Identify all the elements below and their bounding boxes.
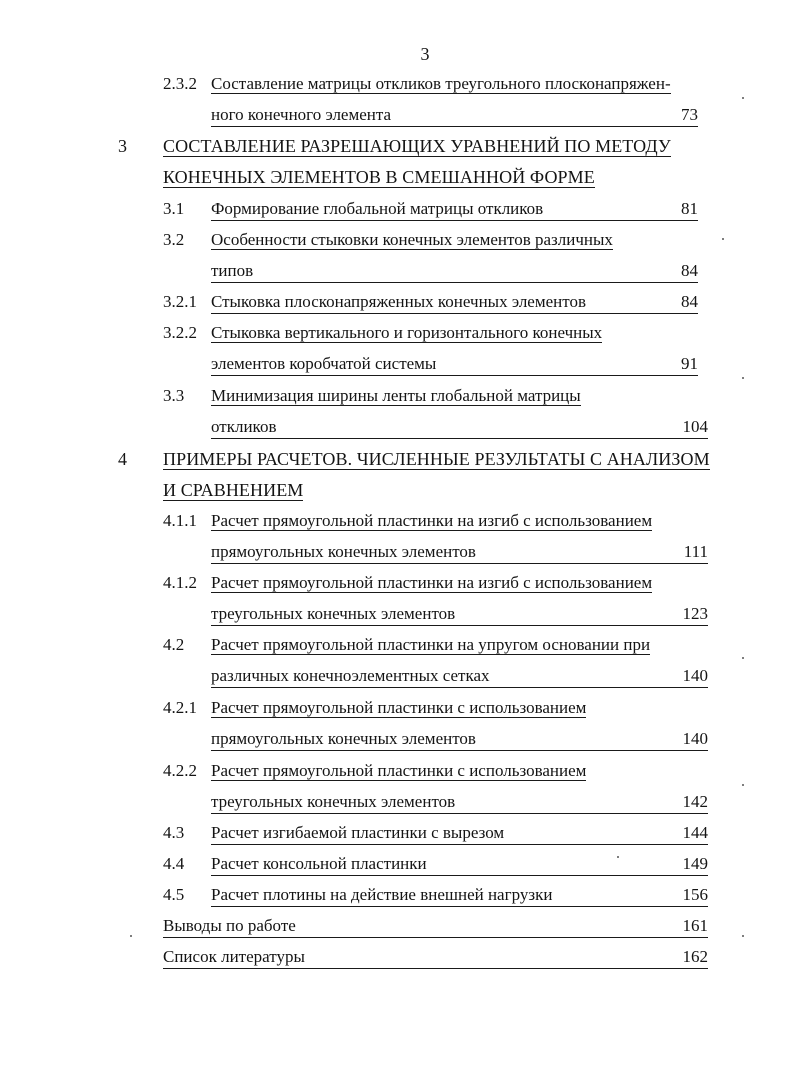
scan-speck <box>617 856 619 858</box>
scan-speck <box>722 238 724 240</box>
toc-entry-number: 3.2.1 <box>163 292 197 311</box>
toc-entry-title[interactable]: Расчет прямоугольной пластинки с использованием <box>211 698 587 717</box>
scan-speck <box>742 377 744 379</box>
toc-chapter-title[interactable]: ПРИМЕРЫ РАСЧЕТОВ. ЧИСЛЕННЫЕ РЕЗУЛЬТАТЫ С АНАЛИЗОМ <box>163 449 710 469</box>
toc-page-number: 104 <box>682 417 708 436</box>
toc-page-number: 73 <box>681 105 698 124</box>
toc-chapter-number: 3 <box>118 136 128 156</box>
toc-entry-title[interactable]: Расчет прямоугольной пластинки с использованием <box>211 761 587 780</box>
toc-entry-number: 4.1.1 <box>163 511 197 530</box>
toc-page-number: 161 <box>682 916 708 935</box>
toc-page-number: 156 <box>682 885 708 904</box>
scan-speck <box>742 657 744 659</box>
toc-entry-title-cont[interactable]: прямоугольных конечных элементов 140 <box>211 728 708 751</box>
toc-entry-title[interactable]: Составление матрицы откликов треугольного плосконапряжен- <box>211 74 671 93</box>
toc-entry-number: 4.2 <box>163 635 185 654</box>
toc-entry-title[interactable]: Расчет прямоугольной пластинки на упругом основании при <box>211 635 651 654</box>
toc-page-number: 123 <box>682 604 708 623</box>
toc-page-number: 142 <box>682 792 708 811</box>
toc-entry-title-cont[interactable]: прямоугольных конечных элементов 111 <box>211 541 708 564</box>
toc-entry-number: 3.1 <box>163 199 185 218</box>
toc-entry-title[interactable]: Стыковка плосконапряженных конечных элементов 84 <box>211 291 698 314</box>
toc-page-number: 144 <box>682 823 708 842</box>
toc-entry-title[interactable]: Формирование глобальной матрицы откликов 81 <box>211 198 698 221</box>
scan-speck <box>130 935 132 937</box>
toc-entry-number: 2.3.2 <box>163 74 197 93</box>
toc-page-number: 81 <box>681 199 698 218</box>
scan-speck <box>742 935 744 937</box>
toc-entry-number: 4.2.1 <box>163 698 197 717</box>
toc-entry-title[interactable]: Расчет плотины на действие внешней нагрузки 156 <box>211 884 708 907</box>
toc-entry-title-cont[interactable]: треугольных конечных элементов 142 <box>211 791 708 814</box>
toc-entry-title-cont[interactable]: элементов коробчатой системы 91 <box>211 353 698 376</box>
toc-chapter-title-cont[interactable]: И СРАВНЕНИЕМ <box>163 480 304 500</box>
toc-chapter-title[interactable]: СОСТАВЛЕНИЕ РАЗРЕШАЮЩИХ УРАВНЕНИЙ ПО МЕТОДУ <box>163 136 671 156</box>
toc-entry-title-cont[interactable]: различных конечноэлементных сетках 140 <box>211 665 708 688</box>
toc-page-number: 84 <box>681 292 698 311</box>
toc-entry-number: 3.2.2 <box>163 323 197 342</box>
toc-entry-number: 3.3 <box>163 386 185 405</box>
toc-chapter-title-cont[interactable]: КОНЕЧНЫХ ЭЛЕМЕНТОВ В СМЕШАННОЙ ФОРМЕ <box>163 167 595 187</box>
toc-entry-title[interactable]: Расчет консольной пластинки 149 <box>211 853 708 876</box>
toc-entry-number: 4.2.2 <box>163 761 197 780</box>
toc-entry-number: 3.2 <box>163 230 185 249</box>
toc-page-number: 84 <box>681 261 698 280</box>
toc-entry-title-cont[interactable]: откликов 104 <box>211 416 708 439</box>
scan-speck <box>742 97 744 99</box>
toc-entry-number: 4.1.2 <box>163 573 197 592</box>
toc-entry-conclusions[interactable]: Выводы по работе 161 <box>163 915 708 938</box>
toc-page-number: 91 <box>681 354 698 373</box>
toc-chapter-number: 4 <box>118 449 128 469</box>
toc-entry-number: 4.4 <box>163 854 185 873</box>
toc-entry-title[interactable]: Расчет прямоугольной пластинки на изгиб с использованием <box>211 511 653 530</box>
toc-entry-number: 4.3 <box>163 823 185 842</box>
toc-entry-title[interactable]: Расчет изгибаемой пластинки с вырезом 144 <box>211 822 708 845</box>
toc-entry-title[interactable]: Стыковка вертикального и горизонтального конечных <box>211 323 603 342</box>
toc-page-number: 140 <box>682 666 708 685</box>
toc-entry-title-cont[interactable]: ного конечного элемента 73 <box>211 104 698 127</box>
toc-page-number: 140 <box>682 729 708 748</box>
toc-entry-number: 4.5 <box>163 885 185 904</box>
toc-entry-title[interactable]: Расчет прямоугольной пластинки на изгиб с использованием <box>211 573 653 592</box>
page-number: 3 <box>420 44 430 64</box>
scan-speck <box>742 784 744 786</box>
toc-page-number: 162 <box>682 947 708 966</box>
toc-entry-title-cont[interactable]: типов 84 <box>211 260 698 283</box>
toc-page-number: 111 <box>683 542 708 561</box>
toc-entry-title[interactable]: Минимизация ширины ленты глобальной матрицы <box>211 386 581 405</box>
toc-entry-title[interactable]: Особенности стыковки конечных элементов различных <box>211 230 613 249</box>
toc-entry-references[interactable]: Список литературы 162 <box>163 946 708 969</box>
toc-entry-title-cont[interactable]: треугольных конечных элементов 123 <box>211 603 708 626</box>
toc-page-number: 149 <box>682 854 708 873</box>
